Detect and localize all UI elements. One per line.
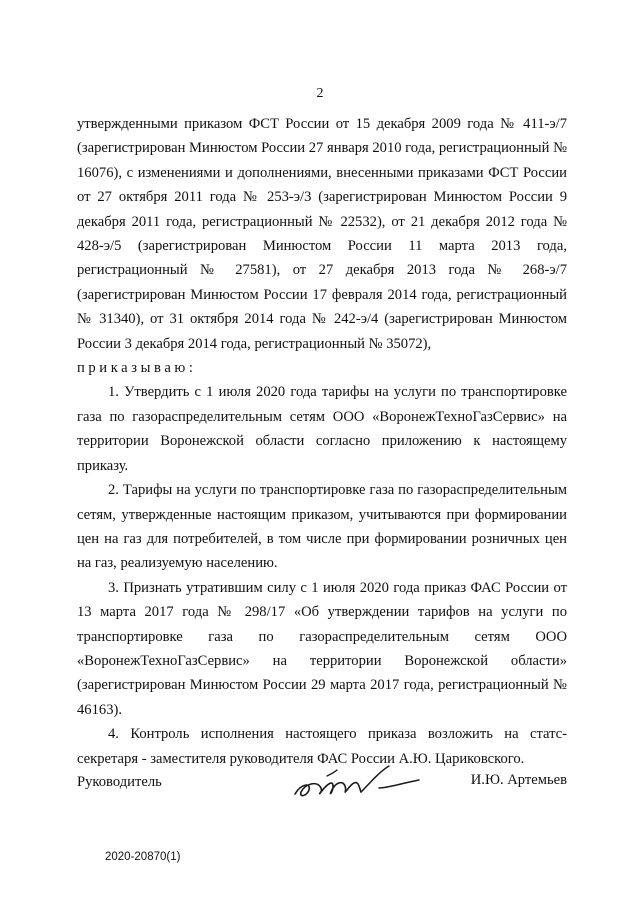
order-item-4: 4. Контроль исполнения настоящего приказа возложить на статс-секретаря - заместителя руководителя ФАС России А.Ю. Цариковского. [77, 726, 567, 767]
order-item-2: 2. Тарифы на услуги по транспортировке газа по газораспределительным сетям, утвержденные настоящим приказом, учитываются при формировании цен на газ для потребителей, в том числе при формировании розничных цен на газ, реализуемую населению. [77, 482, 567, 572]
order-item-1: 1. Утвердить с 1 июля 2020 года тарифы на услуги по транспортировке газа по газораспределительным сетям ООО «ВоронежТехноГазСервис» на территории Воронежской области согласно приложению к настоящему приказу. [77, 384, 567, 474]
order-word: приказываю: [77, 360, 197, 377]
signature-block [77, 770, 567, 810]
document-code: 2020-20870(1) [105, 851, 181, 863]
document-body [77, 112, 567, 771]
signatory-title: Руководитель [77, 774, 162, 790]
order-item-3: 3. Признать утратившим силу с 1 июля 2020 года приказ ФАС России от 13 марта 2017 года № 298/17 «Об утверждении тарифов на услуги по транспортировке газа по газораспределительным сетям ООО «ВоронежТехноГазСервис» на территории Воронежской области» (зарегистрирован Минюстом России 29 марта 2017 года, регистрационный № 46163). [77, 579, 567, 718]
handwritten-signature [287, 758, 427, 808]
signatory-name: И.Ю. Артемьев [470, 772, 567, 788]
preamble-paragraph: утвержденными приказом ФСТ России от 15 декабря 2009 года № 411-э/7 (зарегистрирован Минюстом России 27 января 2010 года, регистрационный № 16076), с изменениями и дополнениями, внесенными приказами ФСТ России от 27 октября 2011 года № 253-э/3 (зарегистрирован Минюстом России 9 декабря 2011 года, регистрационный № 22532), от 21 декабря 2012 года № 428-э/5 (зарегистрирован Минюстом России 11 марта 2013 года, регистрационный № 27581), от 27 декабря 2013 года № 268-э/7 (зарегистрирован Минюстом России 17 февраля 2014 года, регистрационный № 31340), от 31 октября 2014 года № 242-э/4 (зарегистрирован Минюстом России 3 декабря 2014 года, регистрационный № 35072), [77, 116, 567, 352]
page-number: 2 [316, 86, 324, 101]
